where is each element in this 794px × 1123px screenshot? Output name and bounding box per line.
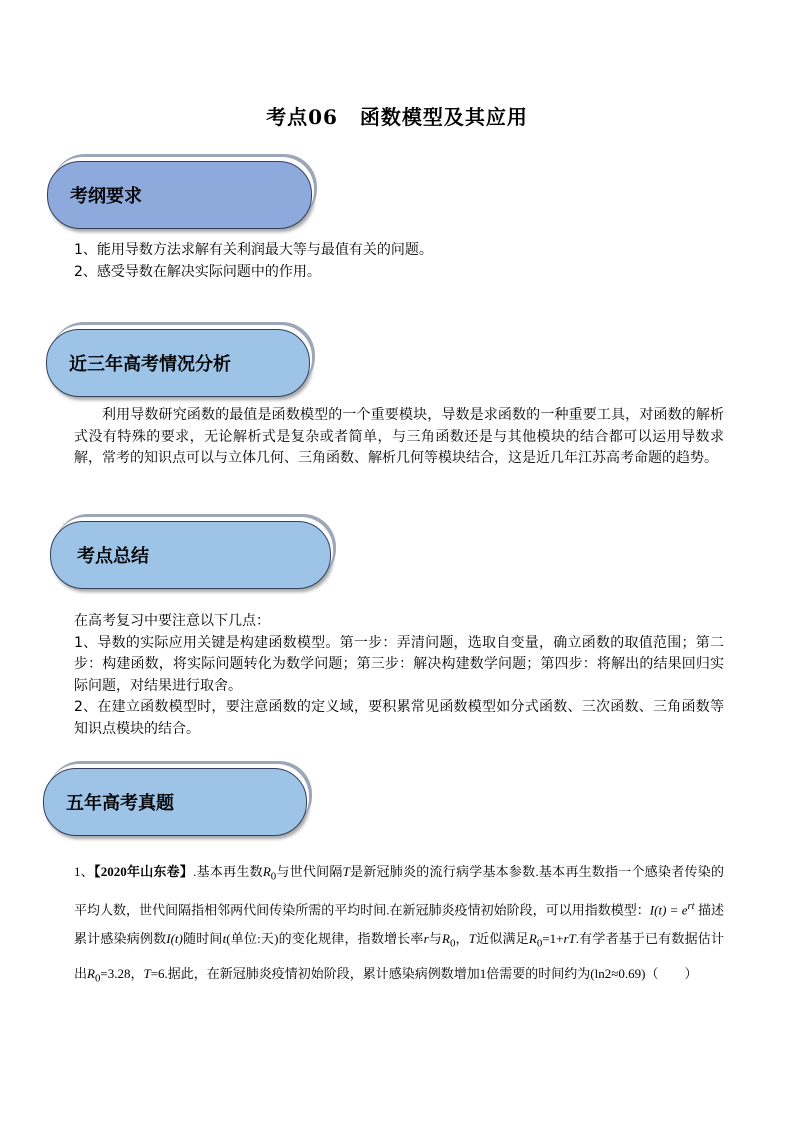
summary-body [74,611,724,740]
var-r: r [423,930,429,946]
q-text: .基本再生数 [193,864,263,879]
section-header-syllabus [47,161,312,229]
syllabus-line: 1、能用导数方法求解有关利润最大等与最值有关的问题。 [74,242,433,258]
analysis-paragraph: 利用导数研究函数的最值是函数模型的一个重要模块，导数是求函数的一种重要工具，对函数的解析式没有特殊的要求，无论解析式是复杂或者简单，与三角函数还是与其他模块的结合都可以运用导数求解，常考的知识点可以与立体几何、三角函数、解析几何等模块结合，这是近几年江苏高考命题的趋势。 [74,407,724,466]
sub-0: 0 [536,937,543,950]
formula: I(t) = e [649,901,688,917]
var-rT: rT [563,930,576,946]
section-header-exams [43,768,307,836]
q-text: =1+ [542,930,564,946]
q-text: 描述累计感染病例数 [74,901,724,946]
page-title [0,101,794,130]
sub-0: 0 [94,972,101,985]
q-text: (单位:天)的变化规律，指数增长率 [226,930,424,946]
section-header-analysis [46,329,310,397]
q-text: 与世代间隔 [276,864,343,879]
q-text: 是新冠肺炎的流行病学基本参数.基本再生数指一个感染者传染的平均人数，世代间隔指相邻两代间传染所需的平均时间.在新冠肺炎疫情初始阶段，可以用指数模型： [74,864,724,917]
summary-line: 1、导数的实际应用关键是构建函数模型。第一步：弄清问题，选取自变量，确立函数的取值范围；第二步：构建函数，将实际问题转化为数学问题；第三步：解决构建数学问题；第四步：将解出的结果回归实际问题，对结果进行取舍。 [74,634,724,694]
section-heading-summary: 考点总结 [77,546,149,567]
sub-0: 0 [270,870,277,883]
var-R: R [528,930,537,946]
q-text: 与 [428,930,442,946]
question-1 [74,857,724,993]
var-R: R [87,965,95,981]
question-number: 1、 [74,864,94,879]
q-text: .有学者基于已有数据估计出 [74,930,724,981]
var-t: t [222,930,227,946]
var-R: R [442,930,450,946]
syllabus-body [74,240,724,283]
sub-0: 0 [449,937,456,950]
section-heading-syllabus: 考纲要求 [70,186,142,207]
summary-line: 在高考复习中要注意以下几点： [74,613,270,629]
summary-line: 2、在建立函数模型时，要注意函数的定义域，要积累常见函数模型如分式函数、三次函数、三角函数等知识点模块的结合。 [74,699,724,737]
section-header-summary [50,521,331,589]
q-text: =6.据此，在新冠肺炎疫情初始阶段，累计感染病例数增加1倍需要的时间约为(ln2≈0.69)（ ） [150,965,698,981]
title-prefix: 考点06 [266,105,338,129]
formula-exponent: rt [687,899,695,912]
section-heading-exams: 五年高考真题 [66,793,174,814]
var-R: R [262,864,271,879]
q-text: =3.28， [100,965,144,981]
question-source: 【2020年山东卷】 [93,864,194,879]
q-text: ， [455,930,469,946]
section-heading-analysis: 近三年高考情况分析 [69,354,231,375]
q-text: 近似满足 [475,930,529,946]
q-text: 随时间 [182,930,223,946]
syllabus-line: 2、感受导数在解决实际问题中的作用。 [74,263,321,280]
var-It: I(t) [166,930,183,946]
var-T: T [342,864,350,879]
title-text: 函数模型及其应用 [359,105,528,129]
var-T: T [143,965,151,981]
var-T: T [468,930,476,946]
